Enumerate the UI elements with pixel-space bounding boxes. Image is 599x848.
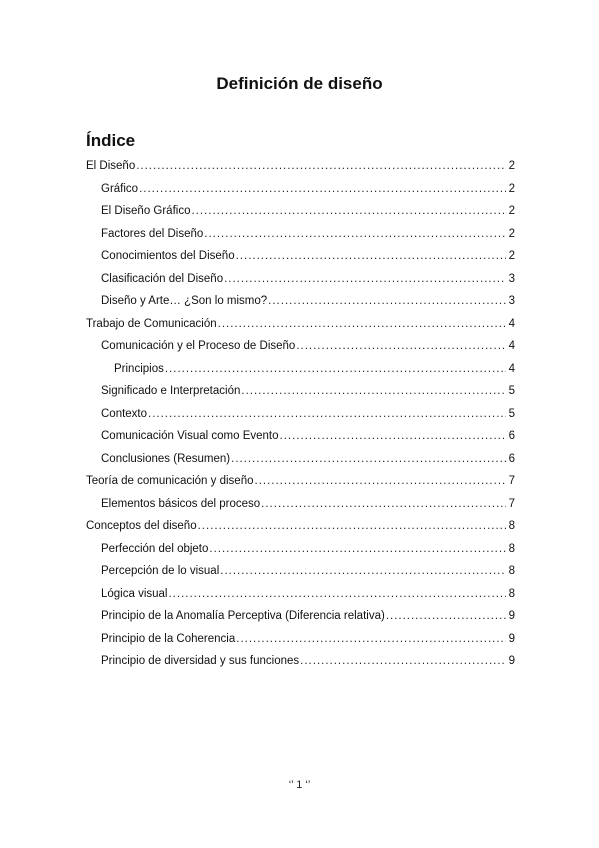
toc-dot-leader xyxy=(139,183,506,195)
toc-entry-label: Significado e Interpretación xyxy=(101,385,241,397)
toc-entry-label: Principio de diversidad y sus funciones xyxy=(101,655,300,667)
toc-entry-page-number: 5 xyxy=(508,385,515,397)
toc-dot-leader xyxy=(165,363,506,375)
toc-dot-leader xyxy=(168,588,506,600)
toc-entry-label: Gráfico xyxy=(101,182,139,195)
toc-entry[interactable] xyxy=(86,183,515,206)
toc-entry-page-number: 4 xyxy=(508,362,515,375)
toc-dot-leader xyxy=(224,273,506,285)
toc-entry[interactable] xyxy=(86,633,515,656)
toc-entry-page-number: 8 xyxy=(508,520,515,532)
toc-entry[interactable] xyxy=(86,160,515,183)
index-heading: Índice xyxy=(86,131,136,150)
toc-entry[interactable] xyxy=(86,318,515,341)
toc-entry-label: Lógica visual xyxy=(101,587,168,600)
toc-entry-label: El Diseño xyxy=(86,160,136,172)
toc-dot-leader xyxy=(280,430,507,442)
toc-entry-page-number: 4 xyxy=(508,317,515,330)
toc-dot-leader xyxy=(386,610,506,622)
toc-dot-leader xyxy=(300,655,506,667)
toc-entry-page-number: 3 xyxy=(508,295,515,307)
toc-entry-label: Conocimientos del Diseño xyxy=(101,250,235,262)
toc-entry-label: Teoría de comunicación y diseño xyxy=(86,475,254,487)
toc-entry[interactable] xyxy=(86,430,515,453)
toc-entry[interactable] xyxy=(86,205,515,228)
toc-entry[interactable] xyxy=(86,340,515,363)
toc-entry[interactable] xyxy=(86,655,515,678)
toc-entry-page-number: 8 xyxy=(508,587,515,600)
toc-entry-page-number: 7 xyxy=(508,497,515,510)
table-of-contents xyxy=(86,160,515,678)
toc-entry-page-number: 9 xyxy=(508,632,515,645)
toc-entry[interactable] xyxy=(86,565,515,588)
toc-entry[interactable] xyxy=(86,408,515,431)
toc-dot-leader xyxy=(209,543,506,555)
toc-entry[interactable] xyxy=(86,228,515,251)
toc-entry-page-number: 2 xyxy=(508,182,515,195)
toc-entry-label: Percepción de lo visual xyxy=(101,565,220,577)
toc-entry-label: Conceptos del diseño xyxy=(86,520,197,532)
toc-dot-leader xyxy=(241,385,506,397)
toc-entry[interactable] xyxy=(86,543,515,566)
toc-entry-page-number: 2 xyxy=(508,160,515,172)
toc-dot-leader xyxy=(220,565,506,577)
toc-entry-page-number: 8 xyxy=(508,542,515,555)
toc-dot-leader xyxy=(236,633,506,645)
toc-dot-leader xyxy=(231,453,506,465)
toc-dot-leader xyxy=(148,408,506,420)
toc-entry[interactable] xyxy=(86,520,515,543)
toc-entry-label: Diseño y Arte… ¿Son lo mismo? xyxy=(101,295,268,307)
toc-dot-leader xyxy=(218,318,506,330)
toc-entry-label: El Diseño Gráfico xyxy=(101,205,191,217)
toc-entry-page-number: 2 xyxy=(508,250,515,262)
toc-entry[interactable] xyxy=(86,610,515,633)
toc-entry-label: Principio de la Coherencia xyxy=(101,632,236,645)
page-number-footer: ‘’ 1 ‘’ xyxy=(288,779,311,791)
toc-dot-leader xyxy=(255,475,507,487)
toc-entry[interactable] xyxy=(86,295,515,318)
toc-entry-page-number: 4 xyxy=(508,340,515,352)
toc-entry-page-number: 2 xyxy=(508,227,515,240)
document-title: Definición de diseño xyxy=(216,74,383,93)
toc-entry-label: Principio de la Anomalía Perceptiva (Diferencia relativa) xyxy=(101,610,385,622)
toc-entry[interactable] xyxy=(86,453,515,476)
toc-dot-leader xyxy=(296,340,506,352)
toc-entry-page-number: 9 xyxy=(508,655,515,667)
toc-entry[interactable] xyxy=(86,250,515,273)
toc-entry[interactable] xyxy=(86,498,515,521)
toc-entry-label: Perfección del objeto xyxy=(101,542,209,555)
toc-entry[interactable] xyxy=(86,588,515,611)
toc-entry-label: Comunicación y el Proceso de Diseño xyxy=(101,340,296,352)
toc-dot-leader xyxy=(261,498,506,510)
toc-entry-label: Contexto xyxy=(101,407,148,420)
toc-entry-page-number: 6 xyxy=(508,430,515,442)
toc-entry-page-number: 8 xyxy=(508,565,515,577)
toc-entry[interactable] xyxy=(86,385,515,408)
toc-entry-label: Principios xyxy=(114,362,164,375)
toc-entry-label: Clasificación del Diseño xyxy=(101,272,224,285)
toc-entry-page-number: 9 xyxy=(508,610,515,622)
toc-entry-label: Comunicación Visual como Evento xyxy=(101,430,279,442)
toc-entry-label: Elementos básicos del proceso xyxy=(101,497,261,510)
toc-dot-leader xyxy=(191,205,506,217)
toc-entry-label: Conclusiones (Resumen) xyxy=(101,452,231,465)
toc-dot-leader xyxy=(204,228,506,240)
toc-entry-page-number: 2 xyxy=(508,205,515,217)
toc-entry-page-number: 3 xyxy=(508,272,515,285)
toc-entry-page-number: 6 xyxy=(508,452,515,465)
toc-dot-leader xyxy=(236,250,506,262)
toc-entry[interactable] xyxy=(86,475,515,498)
toc-entry[interactable] xyxy=(86,363,515,386)
toc-entry-label: Factores del Diseño xyxy=(101,227,204,240)
toc-entry-page-number: 7 xyxy=(508,475,515,487)
toc-dot-leader xyxy=(136,160,506,172)
toc-dot-leader xyxy=(268,295,506,307)
toc-entry-label: Trabajo de Comunicación xyxy=(86,317,217,330)
toc-dot-leader xyxy=(198,520,506,532)
toc-entry-page-number: 5 xyxy=(508,407,515,420)
toc-entry[interactable] xyxy=(86,273,515,296)
